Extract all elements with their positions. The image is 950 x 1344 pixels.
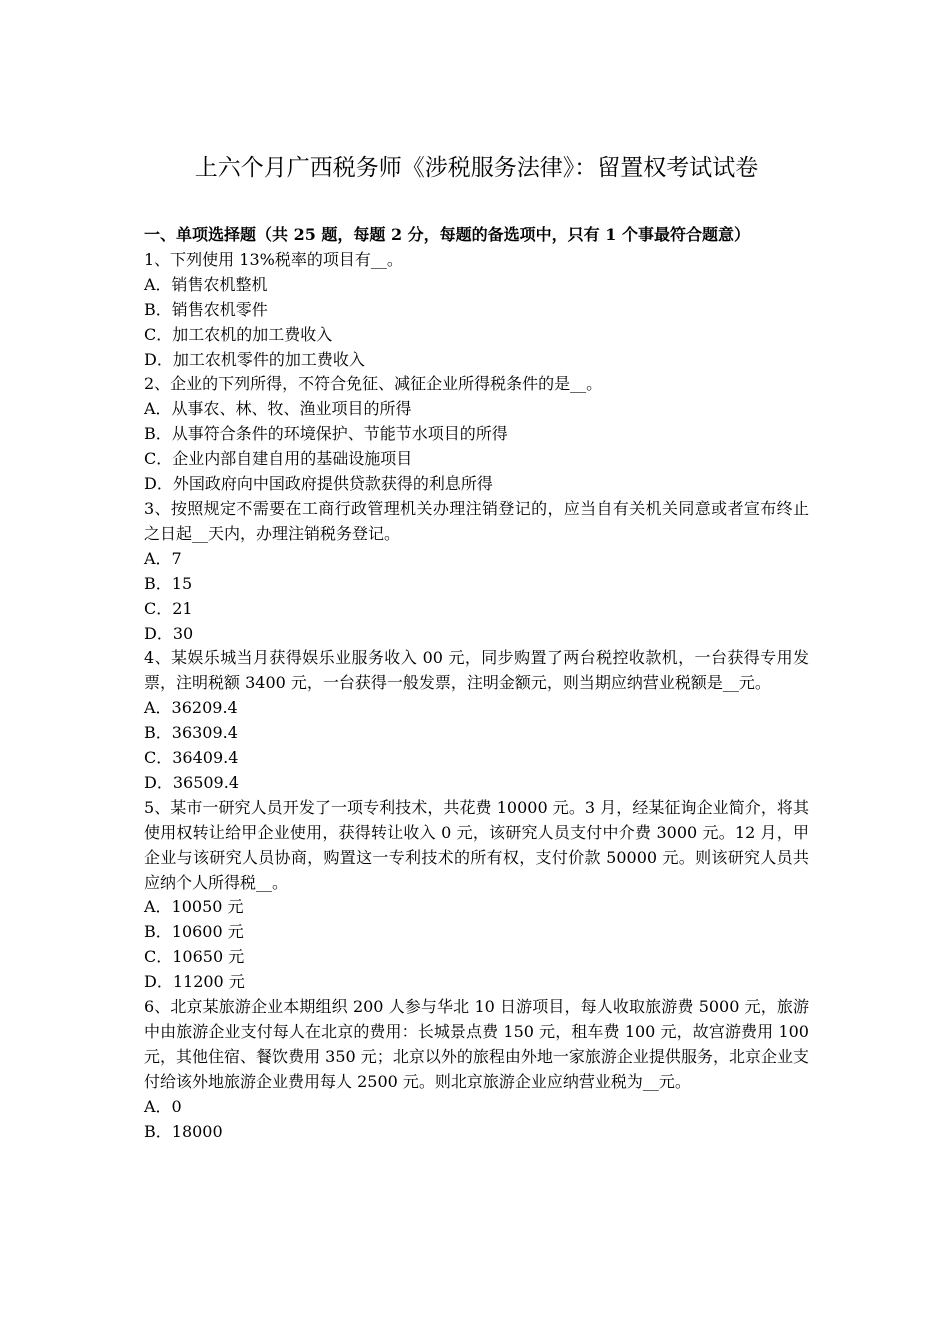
option-b: B．10600 元 xyxy=(144,922,244,942)
question-stem: 4、某娱乐城当月获得娱乐业服务收入 00 元，同步购置了两台税控收款机，一台获得专用发票，注明税额 3400 元，一台获得一般发票，注明金额元，则当期应纳营业税额是__元。 xyxy=(144,648,809,693)
option-a: A．从事农、林、牧、渔业项目的所得 xyxy=(144,399,412,419)
document-title: 上六个月广西税务师《涉税服务法律》：留置权考试试卷 xyxy=(194,155,759,181)
question-6 xyxy=(144,995,809,1144)
option-c: C．36409.4 xyxy=(144,748,239,768)
question-3 xyxy=(144,497,809,646)
option-c: C．企业内部自建自用的基础设施项目 xyxy=(144,449,413,469)
option-c: C．21 xyxy=(144,598,193,618)
question-2 xyxy=(144,372,809,497)
option-d: D．加工农机零件的加工费收入 xyxy=(144,349,365,369)
question-4 xyxy=(144,646,809,795)
option-d: D．30 xyxy=(144,623,194,643)
document-content xyxy=(144,223,809,1145)
question-stem: 3、按照规定不需要在工商行政管理机关办理注销登记的，应当自有关机关同意或者宣布终止之日起__天内，办理注销税务登记。 xyxy=(144,498,809,543)
question-stem: 6、北京某旅游企业本期组织 200 人参与华北 10 日游项目，每人收取旅游费 5000 元，旅游中由旅游企业支付每人在北京的费用：长城景点费 150 元，租车费 100 元，故宫游费用 100 元，其他住宿、餐饮费用 350 元；北京以外的旅程由外地一家旅游企业提供服务，北京企业支付给该外地旅游企业费用每人 2500 元。则北京旅游企业应纳营业税为__元。 xyxy=(144,997,809,1091)
question-5 xyxy=(144,796,809,995)
option-b: B．从事符合条件的环境保护、节能节水项目的所得 xyxy=(144,424,508,444)
option-b: B．销售农机零件 xyxy=(144,299,268,319)
option-a: A．10050 元 xyxy=(144,897,244,917)
question-1 xyxy=(144,248,809,373)
option-a: A．7 xyxy=(144,548,182,568)
option-c: C．加工农机的加工费收入 xyxy=(144,324,333,344)
option-a: A．销售农机整机 xyxy=(144,274,268,294)
option-b: B．18000 xyxy=(144,1121,223,1141)
option-c: C．10650 元 xyxy=(144,947,245,967)
option-b: B．15 xyxy=(144,573,193,593)
option-a: A．36209.4 xyxy=(144,698,238,718)
option-b: B．36309.4 xyxy=(144,723,238,743)
option-d: D．11200 元 xyxy=(144,972,245,992)
option-a: A．0 xyxy=(144,1096,182,1116)
question-stem: 1、下列使用 13%税率的项目有__。 xyxy=(144,249,403,269)
option-d: D．外国政府向中国政府提供贷款获得的利息所得 xyxy=(144,474,493,494)
section-heading: 一、单项选择题（共 25 题，每题 2 分，每题的备选项中，只有 1 个事最符合题意） xyxy=(144,225,750,244)
option-d: D．36509.4 xyxy=(144,772,239,792)
question-stem: 2、企业的下列所得，不符合免征、减征企业所得税条件的是__。 xyxy=(144,374,603,394)
question-stem: 5、某市一研究人员开发了一项专利技术，共花费 10000 元。3 月，经某征询企业简介，将其使用权转让给甲企业使用，获得转让收入 0 元，该研究人员支付中介费 3000 元。12 月，甲企业与该研究人员协商，购置这一专利技术的所有权，支付价款 50000 元。则该研究人员共应纳个人所得税__。 xyxy=(144,797,809,892)
